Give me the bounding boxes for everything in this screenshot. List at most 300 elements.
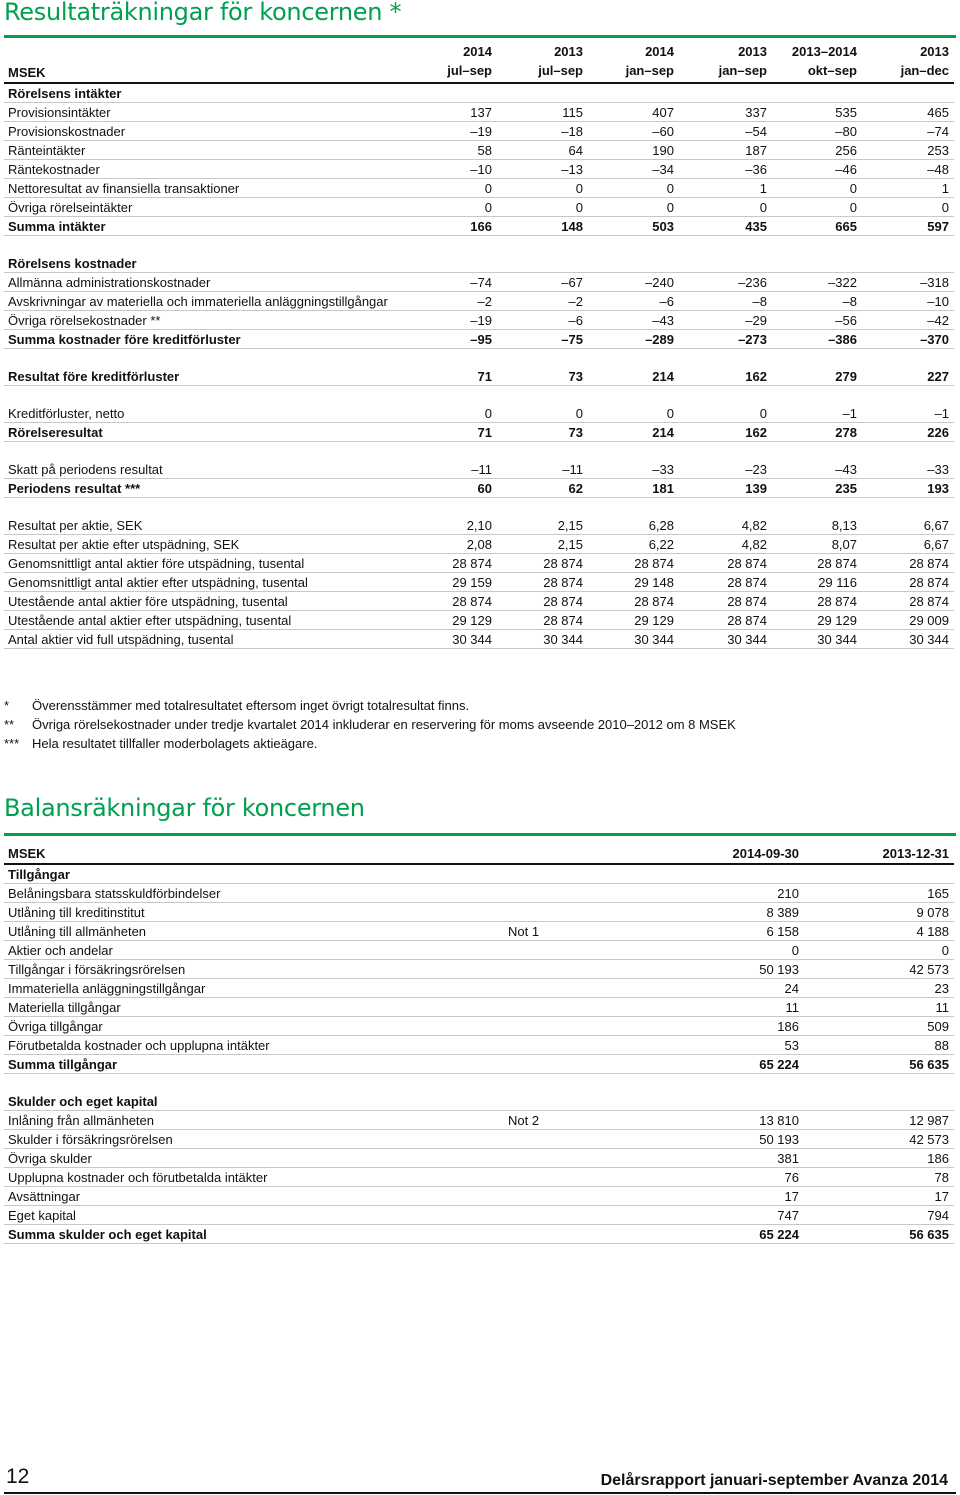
value-cell: –322 [772, 273, 862, 292]
value-cell: 56 635 [804, 1225, 954, 1244]
value-cell: –10 [862, 292, 954, 311]
note-reference [504, 903, 674, 922]
value-cell: 162 [679, 367, 772, 386]
table-row [4, 404, 954, 423]
table-row [4, 103, 954, 122]
value-cell: 8,07 [772, 535, 862, 554]
value-cell: –11 [408, 460, 497, 479]
value-cell: –56 [772, 311, 862, 330]
value-cell: –19 [408, 122, 497, 141]
table-row [4, 1149, 954, 1168]
table-row [4, 535, 954, 554]
table-row [4, 554, 954, 573]
value-cell: 465 [862, 103, 954, 122]
value-cell: 4,82 [679, 516, 772, 535]
value-cell: –236 [679, 273, 772, 292]
note-reference: Not 2 [504, 1111, 674, 1130]
row-label: Ränteintäkter [4, 141, 408, 160]
value-cell: 28 874 [497, 592, 588, 611]
table-row [4, 903, 954, 922]
footnote-mark: ** [4, 717, 15, 732]
column-period: okt–sep [807, 63, 857, 78]
value-cell: 30 344 [862, 630, 954, 649]
value-cell: 28 874 [408, 554, 497, 573]
row-label: Avsättningar [4, 1187, 504, 1206]
value-cell: 337 [679, 103, 772, 122]
note-reference [504, 884, 674, 903]
value-cell: 148 [497, 217, 588, 236]
title-rule [4, 833, 956, 836]
value-cell: 58 [408, 141, 497, 160]
section-label: Skulder och eget kapital [4, 1092, 504, 1111]
table-row [4, 423, 954, 442]
table-row [4, 1130, 954, 1149]
empty-cell [497, 83, 588, 103]
section-label: Rörelsens kostnader [4, 254, 408, 273]
row-label: Genomsnittligt antal aktier före utspädning, tusental [4, 554, 408, 573]
table-row [4, 922, 954, 941]
table-row [4, 198, 954, 217]
note-reference [504, 979, 674, 998]
table-row [4, 273, 954, 292]
value-cell: 407 [588, 103, 679, 122]
empty-cell [588, 254, 679, 273]
table-row [4, 122, 954, 141]
value-cell: –1 [862, 404, 954, 423]
value-cell: 6,22 [588, 535, 679, 554]
value-cell: 64 [497, 141, 588, 160]
section-label: Rörelsens intäkter [4, 83, 408, 103]
table-row [4, 611, 954, 630]
balance-sheet-body [4, 843, 954, 1244]
empty-cell [674, 864, 804, 884]
footnote-mark: * [4, 698, 10, 713]
value-cell: 165 [804, 884, 954, 903]
value-cell: 71 [408, 367, 497, 386]
section-header-row [4, 1092, 954, 1111]
table-row [4, 1055, 954, 1074]
value-cell: 2,15 [497, 516, 588, 535]
value-cell: –48 [862, 160, 954, 179]
row-label: Tillgångar i försäkringsrörelsen [4, 960, 504, 979]
footnotes [4, 696, 954, 753]
row-label: Övriga tillgångar [4, 1017, 504, 1036]
table-row [4, 1036, 954, 1055]
income-statement-title: Resultaträkningar för koncernen * [4, 0, 402, 26]
value-cell: –18 [497, 122, 588, 141]
value-cell: 0 [679, 198, 772, 217]
value-cell: 8,13 [772, 516, 862, 535]
value-cell: 17 [804, 1187, 954, 1206]
table-row [4, 330, 954, 349]
value-cell: 29 009 [862, 611, 954, 630]
footnote [4, 715, 954, 734]
table-row [4, 573, 954, 592]
value-cell: 1 [679, 179, 772, 198]
value-cell: 6 158 [674, 922, 804, 941]
table-row [4, 1017, 954, 1036]
value-cell: 665 [772, 217, 862, 236]
footnote-text: Hela resultatet tillfaller moderbolagets aktieägare. [32, 736, 318, 751]
spacer-row [4, 1074, 954, 1093]
value-cell: –19 [408, 311, 497, 330]
column-period: jul–sep [538, 63, 583, 78]
value-cell: 28 874 [772, 554, 862, 573]
value-cell: 29 129 [408, 611, 497, 630]
row-label: Skulder i försäkringsrörelsen [4, 1130, 504, 1149]
column-year: 2014 [463, 44, 492, 59]
value-cell: –34 [588, 160, 679, 179]
empty-cell [679, 83, 772, 103]
value-cell: 71 [408, 423, 497, 442]
value-cell: 30 344 [772, 630, 862, 649]
value-cell: 28 874 [588, 554, 679, 573]
value-cell: –60 [588, 122, 679, 141]
column-year: 2014 [645, 44, 674, 59]
value-cell: 6,67 [862, 516, 954, 535]
note-reference [504, 960, 674, 979]
spacer-row [4, 349, 954, 368]
value-cell: 12 987 [804, 1111, 954, 1130]
empty-cell [408, 254, 497, 273]
column-header [862, 40, 954, 83]
value-cell: 181 [588, 479, 679, 498]
value-cell: –46 [772, 160, 862, 179]
value-cell: 503 [588, 217, 679, 236]
value-cell: 0 [772, 179, 862, 198]
table-row [4, 141, 954, 160]
page-number: 12 [6, 1465, 30, 1488]
value-cell: –43 [588, 311, 679, 330]
value-cell: –33 [862, 460, 954, 479]
row-label: Rörelseresultat [4, 423, 408, 442]
value-cell: 535 [772, 103, 862, 122]
value-cell: 28 874 [497, 554, 588, 573]
column-period: jan–sep [718, 63, 767, 78]
table-row [4, 516, 954, 535]
empty-cell [679, 254, 772, 273]
empty-cell [408, 83, 497, 103]
value-cell: –33 [588, 460, 679, 479]
table-row [4, 1111, 954, 1130]
note-reference [504, 1036, 674, 1055]
row-label: Utestående antal aktier efter utspädning, tusental [4, 611, 408, 630]
value-cell: 227 [862, 367, 954, 386]
spacer-row [4, 442, 954, 461]
empty-cell [772, 83, 862, 103]
value-cell: 13 810 [674, 1111, 804, 1130]
value-cell: 279 [772, 367, 862, 386]
value-cell: –74 [408, 273, 497, 292]
table-row [4, 1225, 954, 1244]
value-cell: 29 129 [588, 611, 679, 630]
value-cell: 42 573 [804, 960, 954, 979]
value-cell: 2,15 [497, 535, 588, 554]
currency-label: MSEK [4, 40, 408, 83]
value-cell: 65 224 [674, 1055, 804, 1074]
column-year: 2013 [738, 44, 767, 59]
value-cell: 29 148 [588, 573, 679, 592]
value-cell: 62 [497, 479, 588, 498]
value-cell: 4,82 [679, 535, 772, 554]
value-cell: 190 [588, 141, 679, 160]
table-row [4, 1206, 954, 1225]
table-row [4, 367, 954, 386]
row-label: Materiella tillgångar [4, 998, 504, 1017]
value-cell: 794 [804, 1206, 954, 1225]
row-label: Immateriella anläggningstillgångar [4, 979, 504, 998]
value-cell: –43 [772, 460, 862, 479]
value-cell: 0 [497, 179, 588, 198]
value-cell: 50 193 [674, 1130, 804, 1149]
value-cell: 226 [862, 423, 954, 442]
spacer-cell [4, 386, 954, 405]
note-reference [504, 1017, 674, 1036]
value-cell: 0 [497, 198, 588, 217]
value-cell: 256 [772, 141, 862, 160]
value-cell: 30 344 [679, 630, 772, 649]
empty-cell [772, 254, 862, 273]
spacer-row [4, 498, 954, 517]
income-statement-body [4, 40, 954, 649]
value-cell: 0 [408, 404, 497, 423]
row-label: Räntekostnader [4, 160, 408, 179]
value-cell: –2 [408, 292, 497, 311]
document-title: Delårsrapport januari-september Avanza 2014 [600, 1472, 948, 1489]
value-cell: 0 [588, 179, 679, 198]
table-row [4, 217, 954, 236]
value-cell: 162 [679, 423, 772, 442]
value-cell: 0 [679, 404, 772, 423]
value-cell: 435 [679, 217, 772, 236]
value-cell: –36 [679, 160, 772, 179]
table-row [4, 1168, 954, 1187]
table-row [4, 479, 954, 498]
column-header: 2013-12-31 [804, 843, 954, 864]
row-label: Eget kapital [4, 1206, 504, 1225]
value-cell: –2 [497, 292, 588, 311]
row-label: Belåningsbara statsskuldförbindelser [4, 884, 504, 903]
value-cell: 8 389 [674, 903, 804, 922]
note-reference [504, 1168, 674, 1187]
empty-cell [804, 1092, 954, 1111]
empty-cell [674, 1092, 804, 1111]
note-reference [504, 998, 674, 1017]
column-header: 2014-09-30 [674, 843, 804, 864]
note-reference [504, 1149, 674, 1168]
value-cell: 2,08 [408, 535, 497, 554]
value-cell: 42 573 [804, 1130, 954, 1149]
value-cell: –289 [588, 330, 679, 349]
section-header-row [4, 83, 954, 103]
value-cell: 28 874 [497, 573, 588, 592]
value-cell: –13 [497, 160, 588, 179]
row-label: Kreditförluster, netto [4, 404, 408, 423]
note-reference [504, 1130, 674, 1149]
value-cell: –386 [772, 330, 862, 349]
row-label: Nettoresultat av finansiella transaktioner [4, 179, 408, 198]
value-cell: 11 [674, 998, 804, 1017]
value-cell: 214 [588, 367, 679, 386]
note-reference [504, 1187, 674, 1206]
value-cell: 6,28 [588, 516, 679, 535]
table-row [4, 941, 954, 960]
value-cell: 50 193 [674, 960, 804, 979]
value-cell: 193 [862, 479, 954, 498]
table-row [4, 160, 954, 179]
value-cell: 139 [679, 479, 772, 498]
value-cell: 28 874 [679, 554, 772, 573]
value-cell: 0 [497, 404, 588, 423]
value-cell: 53 [674, 1036, 804, 1055]
row-label: Utlåning till kreditinstitut [4, 903, 504, 922]
row-label: Avskrivningar av materiella och immateriella anläggningstillgångar [4, 292, 408, 311]
value-cell: –240 [588, 273, 679, 292]
row-label: Inlåning från allmänheten [4, 1111, 504, 1130]
value-cell: –75 [497, 330, 588, 349]
value-cell: 24 [674, 979, 804, 998]
row-label: Summa intäkter [4, 217, 408, 236]
row-label: Utlåning till allmänheten [4, 922, 504, 941]
row-label: Skatt på periodens resultat [4, 460, 408, 479]
row-label: Resultat före kreditförluster [4, 367, 408, 386]
empty-cell [862, 83, 954, 103]
value-cell: 186 [674, 1017, 804, 1036]
value-cell: 65 224 [674, 1225, 804, 1244]
column-header [772, 40, 862, 83]
spacer-cell [4, 1074, 954, 1093]
value-cell: 2,10 [408, 516, 497, 535]
row-label: Periodens resultat *** [4, 479, 408, 498]
row-label: Förutbetalda kostnader och upplupna intäkter [4, 1036, 504, 1055]
value-cell: –6 [588, 292, 679, 311]
value-cell: 29 116 [772, 573, 862, 592]
row-label: Provisionskostnader [4, 122, 408, 141]
value-cell: 28 874 [772, 592, 862, 611]
value-cell: 6,67 [862, 535, 954, 554]
table-row [4, 998, 954, 1017]
empty-cell [804, 864, 954, 884]
value-cell: –23 [679, 460, 772, 479]
value-cell: –6 [497, 311, 588, 330]
value-cell: 29 159 [408, 573, 497, 592]
balance-sheet-table [4, 843, 954, 1244]
footnote [4, 734, 954, 753]
value-cell: 0 [804, 941, 954, 960]
value-cell: –273 [679, 330, 772, 349]
row-label: Resultat per aktie efter utspädning, SEK [4, 535, 408, 554]
table-row [4, 311, 954, 330]
column-year: 2013 [920, 44, 949, 59]
spacer-cell [4, 236, 954, 255]
row-label: Genomsnittligt antal aktier efter utspädning, tusental [4, 573, 408, 592]
value-cell: –8 [679, 292, 772, 311]
value-cell: 0 [588, 198, 679, 217]
value-cell: 0 [862, 198, 954, 217]
value-cell: 56 635 [804, 1055, 954, 1074]
value-cell: 29 129 [772, 611, 862, 630]
row-label: Övriga rörelseintäkter [4, 198, 408, 217]
value-cell: –54 [679, 122, 772, 141]
row-label: Allmänna administrationskostnader [4, 273, 408, 292]
row-label: Övriga rörelsekostnader ** [4, 311, 408, 330]
value-cell: 28 874 [862, 592, 954, 611]
spacer-cell [4, 349, 954, 368]
value-cell: 4 188 [804, 922, 954, 941]
column-period: jul–sep [447, 63, 492, 78]
income-header-row [4, 40, 954, 83]
value-cell: –318 [862, 273, 954, 292]
value-cell: 0 [588, 404, 679, 423]
value-cell: –67 [497, 273, 588, 292]
spacer-cell [4, 498, 954, 517]
value-cell: 210 [674, 884, 804, 903]
value-cell: 28 874 [588, 592, 679, 611]
column-header [679, 40, 772, 83]
note-reference [504, 1055, 674, 1074]
table-row [4, 884, 954, 903]
column-year: 2013–2014 [791, 44, 857, 59]
empty-cell [504, 864, 674, 884]
column-header [497, 40, 588, 83]
value-cell: 9 078 [804, 903, 954, 922]
row-label: Summa kostnader före kreditförluster [4, 330, 408, 349]
value-cell: 137 [408, 103, 497, 122]
value-cell: 11 [804, 998, 954, 1017]
value-cell: 28 874 [679, 611, 772, 630]
table-row [4, 630, 954, 649]
spacer-row [4, 236, 954, 255]
note-reference [504, 1206, 674, 1225]
value-cell: 23 [804, 979, 954, 998]
spacer-row [4, 386, 954, 405]
footnote-text: Övriga rörelsekostnader under tredje kvartalet 2014 inkluderar en reservering för moms avseende 2010–2012 om 8 MSEK [32, 717, 736, 732]
row-label: Antal aktier vid full utspädning, tusental [4, 630, 408, 649]
value-cell: 1 [862, 179, 954, 198]
value-cell: –74 [862, 122, 954, 141]
value-cell: 30 344 [588, 630, 679, 649]
note-reference [504, 941, 674, 960]
balance-sheet-title: Balansräkningar för koncernen [4, 794, 365, 822]
row-label: Resultat per aktie, SEK [4, 516, 408, 535]
table-row [4, 592, 954, 611]
footer-rule [4, 1492, 956, 1494]
income-statement-table [4, 40, 954, 649]
note-reference [504, 1225, 674, 1244]
column-period: jan–dec [900, 63, 949, 78]
note-reference: Not 1 [504, 922, 674, 941]
row-label: Upplupna kostnader och förutbetalda intäkter [4, 1168, 504, 1187]
empty-cell [504, 843, 674, 864]
column-period: jan–sep [625, 63, 674, 78]
value-cell: 0 [674, 941, 804, 960]
value-cell: 28 874 [497, 611, 588, 630]
row-label: Summa tillgångar [4, 1055, 504, 1074]
value-cell: 253 [862, 141, 954, 160]
value-cell: –10 [408, 160, 497, 179]
value-cell: 115 [497, 103, 588, 122]
column-year: 2013 [554, 44, 583, 59]
value-cell: 186 [804, 1149, 954, 1168]
value-cell: 381 [674, 1149, 804, 1168]
value-cell: 73 [497, 423, 588, 442]
value-cell: 509 [804, 1017, 954, 1036]
value-cell: 278 [772, 423, 862, 442]
column-header [588, 40, 679, 83]
table-row [4, 460, 954, 479]
value-cell: 60 [408, 479, 497, 498]
value-cell: 28 874 [862, 554, 954, 573]
